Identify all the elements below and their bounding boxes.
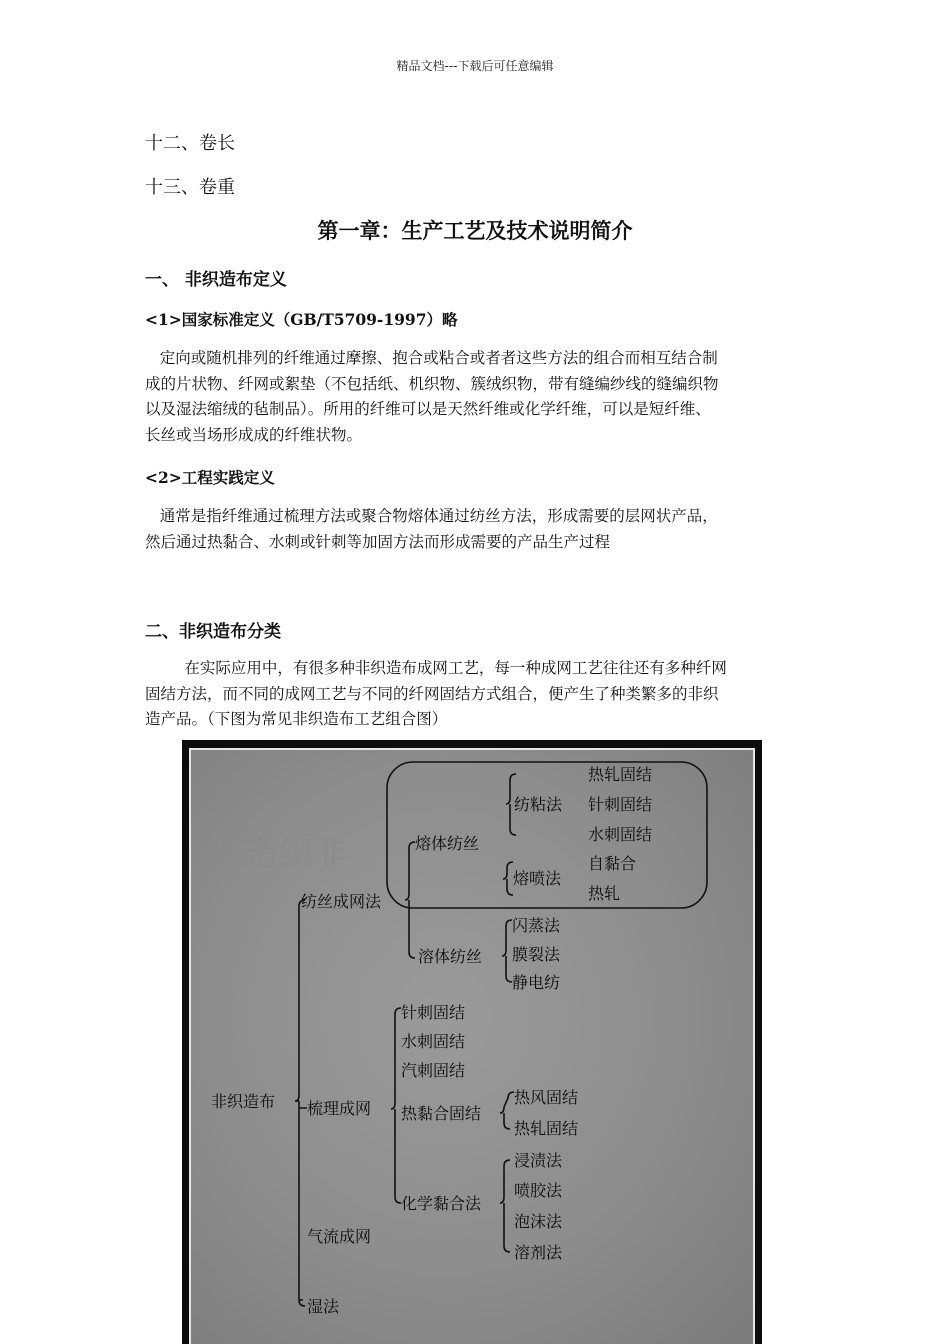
section-heading-definition: 一、 非织造布定义 xyxy=(145,270,287,290)
node-meltblown: 熔喷法 xyxy=(513,869,562,888)
node-meltblown-child: 热轧 xyxy=(588,884,621,903)
subsection-heading-engineering: <2>工程实践定义 xyxy=(145,468,275,487)
node-solution-spinning: 溶体纺丝 xyxy=(418,947,483,966)
node-thermal-child: 热风固结 xyxy=(514,1088,579,1107)
node-root: 非织造布 xyxy=(211,1092,276,1111)
node-carded-child: 汽刺固结 xyxy=(401,1061,466,1080)
node-solution-child: 膜裂法 xyxy=(512,945,561,964)
node-chemical-child: 泡沫法 xyxy=(514,1212,563,1231)
paragraph-national-standard xyxy=(145,346,797,448)
node-chemical-child: 浸渍法 xyxy=(514,1151,563,1170)
node-carded-child: 水刺固结 xyxy=(401,1032,466,1051)
paragraph-line: 长丝或当场形成成的纤维状物。 xyxy=(145,425,363,444)
node-meltblown-child: 自黏合 xyxy=(588,854,637,873)
paragraph-line: 然后通过热黏合、水刺或针刺等加固方法而形成需要的产品生产过程 xyxy=(145,532,611,551)
paragraph-engineering xyxy=(145,504,797,555)
section-heading-classification: 二、非织造布分类 xyxy=(145,622,281,642)
process-tree xyxy=(191,750,753,1344)
paragraph-classification xyxy=(145,656,797,733)
paragraph-line: 通常是指纤维通过梳理方法或聚合物熔体通过纺丝方法，形成需要的层网状产品， xyxy=(145,507,718,525)
photo-frame xyxy=(189,748,755,1344)
node-solution-child: 闪蒸法 xyxy=(512,916,561,935)
node-spunbond-child: 水刺固结 xyxy=(588,825,653,844)
chapter-title: 第一章：生产工艺及技术说明简介 xyxy=(317,218,633,243)
node-spunlaid: 纺丝成网法 xyxy=(301,892,382,911)
paragraph-line: 定向或随机排列的纤维通过摩擦、抱合或粘合或者者这些方法的组合而相互结合制 xyxy=(145,349,718,367)
paragraph-line: 成的片状物、纤网或絮垫（不包括纸、机织物、簇绒织物，带有缝编纱线的缝编织物 xyxy=(145,374,719,393)
paragraph-line: 造产品。（下图为常见非织造布工艺组合图） xyxy=(145,710,448,728)
process-diagram-photo xyxy=(182,740,762,1344)
node-solution-child: 静电纺 xyxy=(512,973,561,992)
node-wetlaid: 湿法 xyxy=(307,1297,340,1316)
ghost-text: 布造织非 xyxy=(211,834,347,874)
subsection-heading-national-standard: <1>国家标准定义（GB/T5709-1997）略 xyxy=(145,310,458,329)
page-header: 精品文档---下载后可任意编辑 xyxy=(396,59,554,73)
node-carded-child: 针刺固结 xyxy=(401,1003,466,1022)
node-chemical-bonding: 化学黏合法 xyxy=(401,1194,482,1213)
node-spunbond: 纺粘法 xyxy=(514,795,563,814)
paragraph-line: 在实际应用中，有很多种非织造布成网工艺，每一种成网工艺往往还有多种纤网 xyxy=(145,659,727,677)
list-item-roll-length: 十二、卷长 xyxy=(145,133,235,154)
node-carded: 梳理成网 xyxy=(307,1099,372,1118)
list-item-roll-weight: 十三、卷重 xyxy=(145,177,235,198)
node-spunbond-child: 针刺固结 xyxy=(588,795,653,814)
ghost-text: 第一节 xyxy=(211,1272,290,1302)
node-thermal-bonding: 热黏合固结 xyxy=(401,1104,482,1123)
node-spunbond-child: 热轧固结 xyxy=(588,765,653,784)
node-airlaid: 气流成网 xyxy=(307,1227,372,1246)
node-melt-spinning: 熔体纺丝 xyxy=(415,834,480,853)
node-chemical-child: 溶剂法 xyxy=(514,1243,563,1262)
node-chemical-child: 喷胶法 xyxy=(514,1181,563,1200)
node-thermal-child: 热轧固结 xyxy=(514,1119,579,1138)
paragraph-line: 固结方法，而不同的成网工艺与不同的纤网固结方式组合，便产生了种类繁多的非织 xyxy=(145,684,719,703)
paragraph-line: 以及湿法缩绒的毡制品）。所用的纤维可以是天然纤维或化学纤维，可以是短纤维、 xyxy=(145,400,711,418)
